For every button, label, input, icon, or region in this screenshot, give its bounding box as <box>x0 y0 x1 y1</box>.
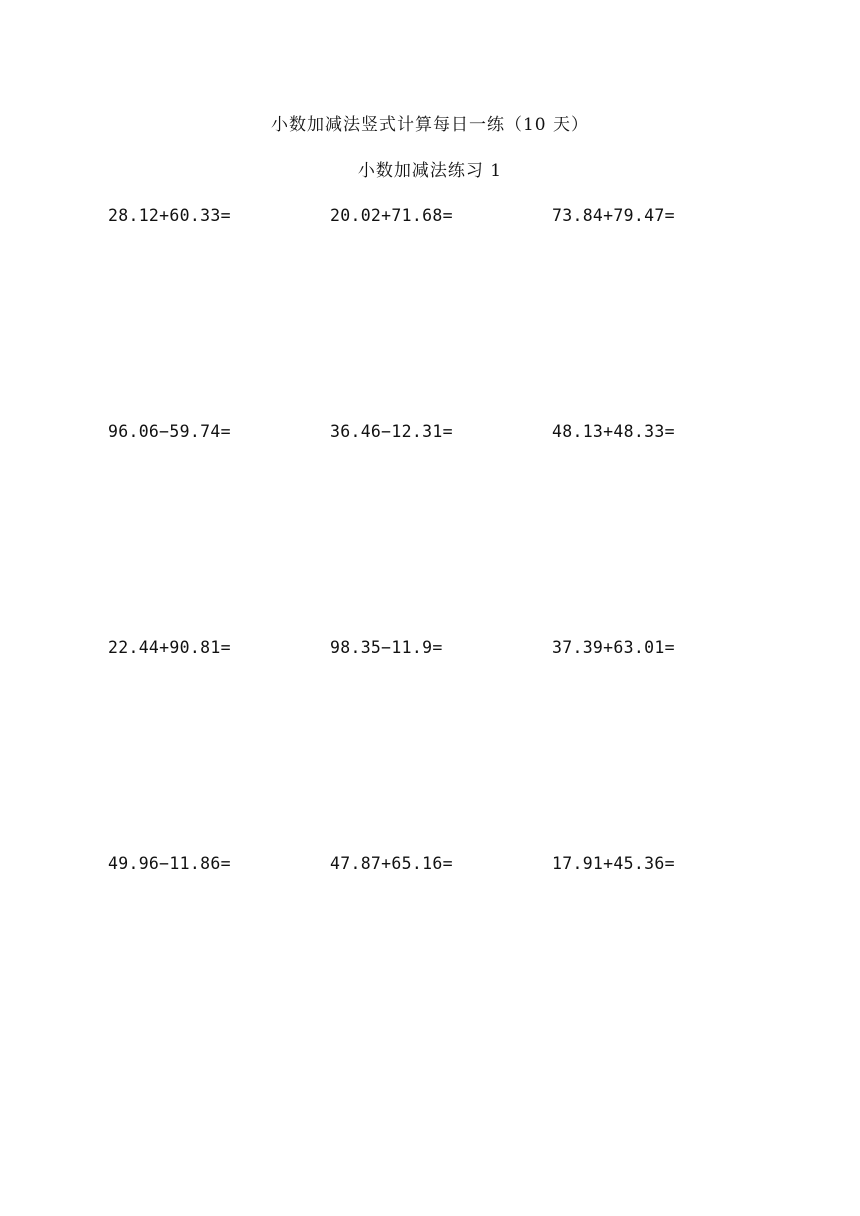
problem-4: 96.06−59.74= <box>108 422 231 441</box>
worksheet-title: 小数加减法竖式计算每日一练（10 天） <box>270 115 590 135</box>
problem-3: 73.84+79.47= <box>552 206 675 225</box>
problem-1: 28.12+60.33= <box>108 206 231 225</box>
problem-11: 47.87+65.16= <box>330 854 453 873</box>
problem-8: 98.35−11.9= <box>330 638 443 657</box>
problem-7: 22.44+90.81= <box>108 638 231 657</box>
problem-2: 20.02+71.68= <box>330 206 453 225</box>
problem-10: 49.96−11.86= <box>108 854 231 873</box>
problem-5: 36.46−12.31= <box>330 422 453 441</box>
problem-6: 48.13+48.33= <box>552 422 675 441</box>
exercise-subtitle: 小数加减法练习 1 <box>357 161 503 181</box>
problem-12: 17.91+45.36= <box>552 854 675 873</box>
problems-grid <box>108 205 808 1069</box>
problem-9: 37.39+63.01= <box>552 638 675 657</box>
